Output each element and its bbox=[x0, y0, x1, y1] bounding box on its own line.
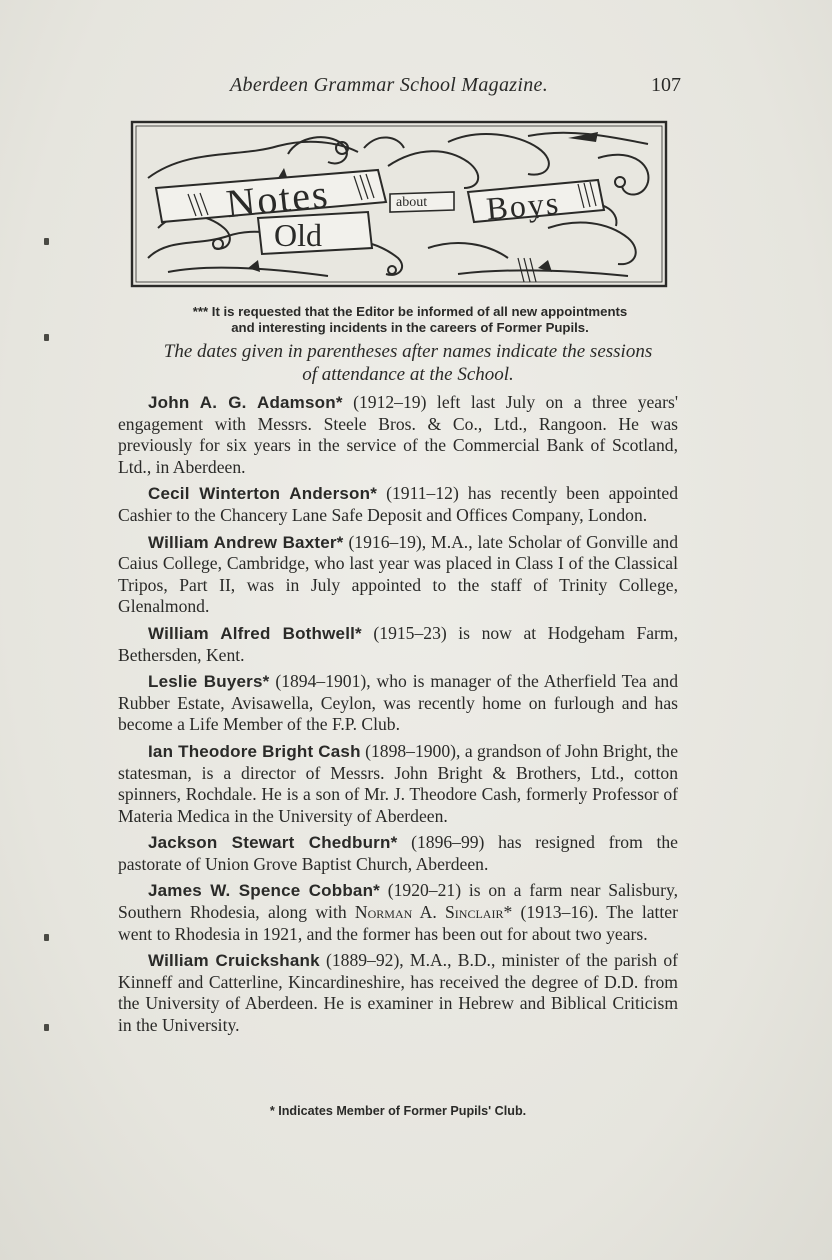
entry-mentioned-name: Norman A. Sinclair* bbox=[354, 902, 513, 923]
entry-name: Cecil Winterton Anderson* bbox=[148, 484, 378, 504]
notes-about-old-boys-banner bbox=[128, 118, 670, 290]
entry-anderson bbox=[118, 483, 678, 526]
entry-cash bbox=[118, 741, 678, 827]
entry-adamson bbox=[118, 392, 678, 478]
running-header bbox=[146, 72, 681, 102]
banner-word-boys: Boys bbox=[484, 184, 562, 227]
entry-name: Ian Theodore Bright Cash bbox=[148, 741, 361, 761]
request-note-line-2: and interesting incidents in the careers of Former Pupils. bbox=[231, 320, 589, 335]
entry-cruickshank bbox=[118, 950, 678, 1036]
footnote: * Indicates Member of Former Pupils' Club. bbox=[269, 1104, 527, 1118]
entry-text: (1912–19) left last July on a three years' engagement with Messrs. Steele Bros. & Co., Ltd., Rangoon. He was previously for six years in the service of the Commercial Bank of Scotland, Ltd., in Aberdeen. bbox=[118, 392, 678, 477]
margin-mark bbox=[44, 334, 49, 341]
entry-text: (1889–92), M.A., B.D., minister of the parish of Kinneff and Catterline, Kincardineshire, has received the degree of D.D. from the University of Aberdeen. He is examiner in Hebrew and Biblical Criticism in the University. bbox=[118, 950, 678, 1036]
entry-bothwell bbox=[118, 623, 678, 666]
dates-note-line-1: The dates given in parentheses after names indicate the sessions bbox=[163, 341, 653, 362]
entry-name: James W. Spence Cobban* bbox=[148, 881, 380, 901]
entry-chedburn bbox=[118, 832, 678, 875]
margin-mark bbox=[44, 238, 49, 245]
old-boys-entries bbox=[118, 392, 678, 1042]
entry-text: (1894–1901), who is manager of the Atherfield Tea and Rubber Estate, Avisawella, Ceylon, was recently home on furlough and has become a Life Member of the F.P. Club. bbox=[118, 671, 678, 735]
entry-name: William Alfred Bothwell* bbox=[148, 623, 362, 643]
entry-name: William Cruickshank bbox=[148, 951, 320, 971]
entry-text: (1896–99) has resigned from the pastorate of Union Grove Baptist Church, Aberdeen. bbox=[118, 832, 678, 874]
banner-word-old: Old bbox=[274, 217, 322, 253]
page-number: 107 bbox=[651, 74, 681, 96]
entry-text-continued: (1913–16). The latter went to Rhodesia in 1921, and the former has been out for about two years. bbox=[118, 902, 678, 944]
entry-name: Leslie Buyers* bbox=[148, 672, 270, 692]
entry-name: William Andrew Baxter* bbox=[148, 532, 344, 552]
entry-text: (1911–12) has recently been appointed Cashier to the Chancery Lane Safe Deposit and Offices Company, London. bbox=[118, 483, 678, 525]
entry-name: John A. G. Adamson* bbox=[148, 393, 343, 412]
entry-baxter bbox=[118, 532, 678, 618]
entry-text: (1915–23) is now at Hodgeham Farm, Bethersden, Kent. bbox=[118, 622, 678, 665]
dates-note-line-2: of attendance at the School. bbox=[302, 364, 514, 385]
dates-note bbox=[118, 340, 698, 386]
entry-text: (1898–1900), a grandson of John Bright, the statesman, is a director of Messrs. John Bright & Brothers, Ltd., cotton spinners, Rochdale. He is a son of Mr. J. Theodore Cash, formerly Professor of Materia Medica in the University of Aberdeen. bbox=[118, 740, 679, 826]
margin-mark bbox=[44, 934, 49, 941]
banner-word-notes: Notes bbox=[223, 170, 332, 227]
margin-mark bbox=[44, 1024, 49, 1031]
request-note bbox=[130, 304, 690, 336]
request-note-line-1: *** It is requested that the Editor be informed of all new appointments bbox=[192, 304, 628, 319]
entry-cobban bbox=[118, 880, 678, 945]
entry-text: (1920–21) is on a farm near Salisbury, Southern Rhodesia, along with bbox=[118, 880, 678, 923]
entry-name: Jackson Stewart Chedburn* bbox=[148, 833, 398, 853]
entry-buyers bbox=[118, 671, 678, 736]
banner-word-about: about bbox=[396, 195, 428, 210]
running-title: Aberdeen Grammar School Magazine. bbox=[230, 74, 548, 96]
entry-text: (1916–19), M.A., late Scholar of Gonville and Caius College, Cambridge, who last year was placed in Class I of the Classical Tripos, Part II, was in July appointed to the staff of Trinity College, Glenalmond. bbox=[118, 531, 679, 617]
